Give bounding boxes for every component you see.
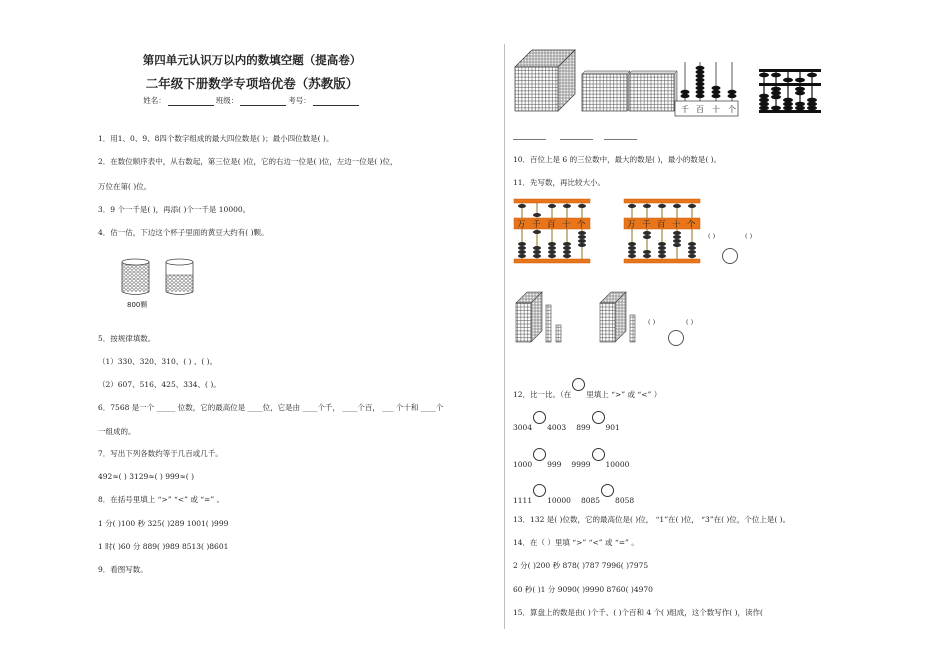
question-4: 4．估一估，下边这个杯子里面的黄豆大约有( )颗。 [98, 228, 269, 237]
question-5-1: （1）330、320、310、( ) 、( )。 [98, 357, 218, 366]
compare-circle[interactable] [533, 448, 546, 461]
orange-abacus-icon-2 [624, 199, 700, 263]
column-divider [504, 44, 505, 629]
svg-text:千: 千 [681, 105, 689, 114]
student-info-row [0, 95, 504, 106]
question-11: 11．先写数，再比较大小。 [513, 178, 606, 187]
q11-answer-paren-4[interactable]: ( ) [686, 318, 694, 326]
question-8-row2: 1 时( )60 分 889( )989 8513( )8601 [98, 542, 229, 551]
question-15: 15．算盘上的数是由( )个千、( )个百和 4 个( )组成，这个数写作( )，读作( [513, 608, 763, 617]
partial-cup-icon [166, 259, 193, 295]
question-7: 7．写出下列各数约等于几百或几千。 [98, 449, 223, 458]
question-7-items: 492≈( ) 3129≈( ) 999≈( ) [98, 472, 195, 481]
question-3: 3．9 个一千是( )，再添( )个一千是 10000。 [98, 205, 251, 214]
worksheet-subtitle: 二年级下册数学专项培优卷（苏教版） [145, 76, 359, 91]
question-2-line1: 2．在数位顺序表中，从右数起，第三位是( )位，它的右边一位是( )位，左边一位是( )位， [98, 157, 398, 166]
compare-circle[interactable] [592, 448, 605, 461]
svg-text:十: 十 [672, 220, 681, 230]
question-8-row1: 1 分( )100 秒 325( )289 1001( )999 [98, 519, 229, 528]
question-8: 8．在括号里填上 “>” “<” 或 “=” 。 [98, 495, 225, 504]
svg-text:千: 千 [642, 220, 651, 230]
compare-circle[interactable] [601, 484, 614, 497]
svg-text:个: 个 [728, 105, 736, 114]
question-12: 12．比一比。（在 里填上 “>” 或 “<” ） [513, 378, 661, 400]
name-field[interactable] [168, 97, 214, 106]
thousand-block-icon-1 [516, 292, 542, 342]
q11-answer-paren-3[interactable]: ( ) [648, 318, 656, 326]
svg-text:个: 个 [687, 220, 696, 230]
q12-row-2: 1000 999 9999 10000 [513, 448, 629, 470]
question-6-line1: 6．7568 是一个 _____ 位数，它的最高位是 ____位，它是由 ____个千， ____个百， ___ 个十和 ____个 [98, 403, 444, 412]
black-abacus-icon [759, 69, 821, 113]
ten-rod-icon [546, 305, 551, 342]
q11-answer-paren-1[interactable]: ( ) [708, 232, 716, 240]
worksheet-title: 第四单元认识万以内的数填空题（提高卷） [142, 53, 362, 67]
compare-circle[interactable] [533, 484, 546, 497]
svg-text:十: 十 [712, 105, 720, 114]
question-1: 1．用1、0、9、8四个数字组成的最大四位数是( )；最小四位数是( )。 [98, 134, 334, 143]
question-14-row1: 2 分( )200 秒 878( )787 7996( )7975 [513, 561, 649, 570]
hundred-flat-icon [629, 71, 677, 111]
question-5: 5．按规律填数。 [98, 334, 156, 343]
orange-abacus-icon-1 [514, 199, 590, 263]
name-label: 姓名： [143, 96, 166, 105]
question-2-line2: 万位在第( )位。 [98, 182, 152, 191]
q12-row-1: 3004 4003 899 901 [513, 411, 620, 433]
compare-circle[interactable] [533, 411, 546, 424]
cup-caption: 800颗 [127, 301, 148, 309]
q11-compare-circle-2[interactable] [668, 330, 684, 346]
ten-rod-icon [630, 315, 635, 342]
q9-answer-blank-3[interactable] [604, 139, 637, 140]
question-14: 14．在（ ）里填 “>” “<” 或 “=” 。 [513, 538, 639, 547]
q9-answer-blank-1[interactable] [513, 139, 546, 140]
svg-text:千: 千 [532, 220, 541, 230]
q11-compare-circle-1[interactable] [722, 248, 738, 264]
exam-no-field[interactable] [313, 97, 359, 106]
orange-abacus-pair [514, 199, 714, 265]
q12-row-3: 1111 10000 8085 8058 [513, 484, 634, 506]
question-14-row2: 60 秒( )1 分 9090( )9990 8760( )4970 [513, 585, 653, 594]
question-5-2: （2）607、516、425、334、( )。 [98, 380, 221, 389]
q9-illustrations [515, 50, 855, 120]
svg-text:万: 万 [627, 220, 636, 230]
bean-cups-illustration [120, 258, 200, 298]
svg-text:个: 个 [577, 220, 586, 230]
q11-answer-paren-2[interactable]: ( ) [745, 232, 753, 240]
question-10: 10．百位上是 6 的三位数中，最大的数是( )，最小的数是( )。 [513, 155, 722, 164]
svg-text:十: 十 [562, 220, 571, 230]
thousand-cube-icon [515, 50, 575, 111]
question-6-line2: 一组成的。 [98, 427, 136, 436]
unit-cubes-icon [556, 325, 561, 342]
hundred-flat-icon [582, 71, 630, 111]
class-label: 班级： [215, 96, 239, 105]
q9-answer-blank-2[interactable] [560, 139, 593, 140]
full-cup-icon [122, 259, 149, 295]
circle-icon [572, 378, 585, 391]
thousand-block-icon-2 [600, 292, 626, 342]
class-field[interactable] [240, 97, 286, 106]
counting-frame-icon [675, 62, 738, 116]
svg-text:百: 百 [547, 220, 556, 230]
question-9: 9．看图写数。 [98, 565, 148, 574]
svg-text:百: 百 [696, 105, 704, 114]
question-13: 13．132 是( )位数，它的最高位是( )位， “1”在( )位， “3”在( )位，个位上是( )。 [513, 515, 791, 524]
svg-text:万: 万 [517, 220, 526, 230]
compare-circle[interactable] [592, 411, 605, 424]
svg-text:百: 百 [657, 220, 666, 230]
exam-no-label: 考号： [288, 96, 311, 105]
